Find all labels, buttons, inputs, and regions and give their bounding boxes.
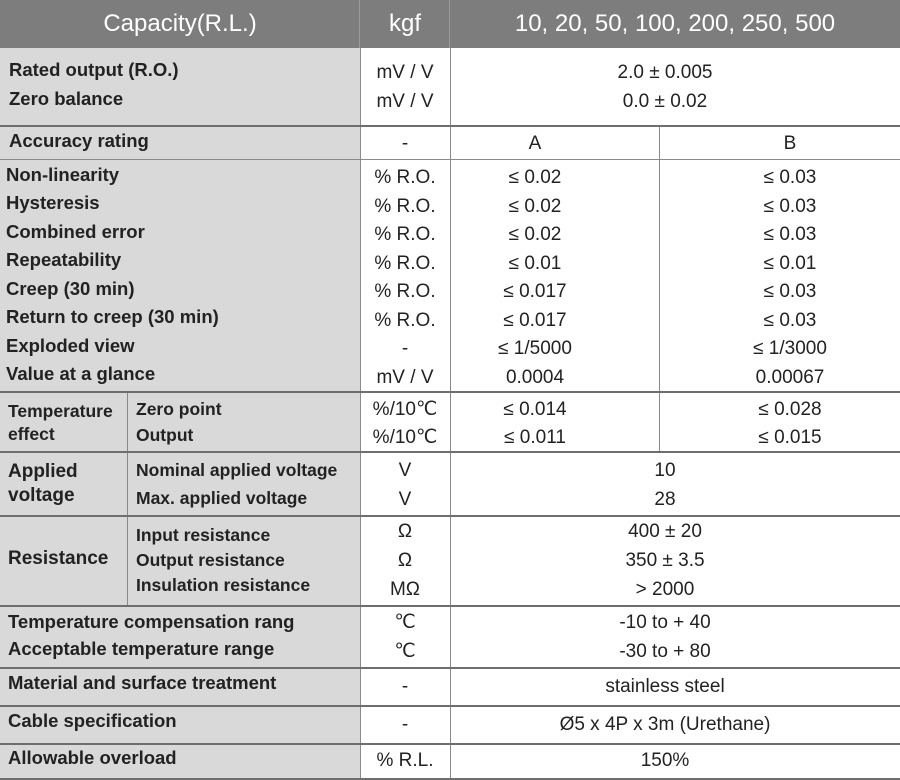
output-resistance-label: Output resistance (136, 549, 285, 570)
material-label: Material and surface treatment (8, 672, 277, 694)
row-divider (0, 159, 900, 160)
overload-value: 150% (640, 750, 690, 772)
insulation-resistance-label: Insulation resistance (136, 575, 311, 596)
overload-label: Allowable overload (8, 747, 177, 769)
cable-unit: - (401, 714, 409, 736)
output-block-units: mV / V mV / V (376, 61, 434, 112)
header-capacities-cell (450, 0, 900, 48)
acceptable-range-label: Acceptable temperature range (8, 637, 275, 659)
row-divider (0, 743, 900, 745)
rated-output-label: Rated output (R.O.) (9, 58, 179, 80)
column-divider (450, 48, 451, 780)
max-voltage-label: Max. applied voltage (136, 487, 308, 508)
temperature-effect-b-values: ≤ 0.028 ≤ 0.015 (758, 399, 822, 449)
value-at-a-glance-label: Value at a glance (6, 363, 156, 385)
creep-label: Creep (30 min) (6, 277, 135, 299)
output-block-labels (9, 55, 179, 113)
header-capacity-cell (0, 0, 360, 48)
output-block-values (450, 58, 880, 116)
accuracy-unit: - (401, 133, 409, 155)
applied-voltage-labels (136, 456, 337, 512)
hysteresis-label: Hysteresis (6, 192, 100, 214)
material-value: stainless steel (605, 676, 725, 698)
header-unit-cell (360, 0, 450, 48)
temperature-range-labels (8, 608, 294, 662)
column-divider (127, 392, 128, 606)
resistance-labels (136, 522, 310, 598)
accuracy-class-a: A (528, 133, 542, 155)
accuracy-label: Accuracy rating (9, 130, 149, 152)
material-unit: - (401, 676, 409, 698)
applied-voltage-group-label: Applied voltage (8, 461, 78, 506)
temperature-effect-units: %/10℃ %/10℃ (372, 399, 438, 449)
row-divider (0, 391, 900, 393)
resistance-values: 400 ± 20 350 ± 3.5 > 2000 (625, 521, 705, 600)
temperature-effect-group-label: Temperature effect (8, 401, 113, 444)
overload-unit: % R.L. (376, 750, 434, 772)
applied-voltage-values: 10 28 (654, 459, 676, 510)
zero-balance-label: Zero balance (9, 87, 124, 109)
column-divider (359, 0, 360, 48)
row-divider (0, 515, 900, 517)
column-divider (360, 48, 361, 780)
resistance-units: Ω Ω MΩ (389, 521, 421, 600)
combined-error-label: Combined error (6, 220, 145, 242)
non-linearity-label: Non-linearity (6, 163, 120, 185)
header-capacities: 10, 20, 50, 100, 200, 250, 500 (514, 10, 836, 37)
header-capacity-label: Capacity(R.L.) (103, 10, 257, 37)
cable-label: Cable specification (8, 710, 177, 732)
resistance-group-label: Resistance (8, 548, 109, 569)
errors-a-values: ≤ 0.02 ≤ 0.02 ≤ 0.02 ≤ 0.01 ≤ 0.017 ≤ 0.017 ≤ 1/5000 0.0004 (498, 167, 572, 388)
row-divider (0, 605, 900, 607)
return-to-creep-label: Return to creep (30 min) (6, 306, 219, 328)
row-divider (0, 125, 900, 127)
column-divider (659, 126, 660, 452)
errors-b-values: ≤ 0.03 ≤ 0.03 ≤ 0.03 ≤ 0.01 ≤ 0.03 ≤ 0.03 ≤ 1/3000 0.00067 (753, 167, 827, 388)
applied-voltage-units: V V (398, 459, 412, 510)
errors-labels (6, 160, 219, 388)
temperature-effect-labels (136, 396, 222, 448)
zero-balance-value: 0.0 ± 0.02 (622, 90, 708, 112)
rated-output-value: 2.0 ± 0.005 (617, 61, 713, 83)
cable-value: Ø5 x 4P x 3m (Urethane) (559, 714, 771, 736)
repeatability-label: Repeatability (6, 249, 122, 271)
accuracy-class-b: B (783, 133, 797, 155)
temperature-range-values: -10 to + 40 -30 to + 80 (619, 611, 711, 662)
column-divider (449, 0, 450, 48)
temperature-effect-a-values: ≤ 0.014 ≤ 0.011 (503, 399, 567, 449)
header-unit: kgf (388, 10, 421, 37)
compensation-range-label: Temperature compensation rang (8, 610, 295, 632)
temperature-range-units: ℃ ℃ (394, 611, 416, 662)
input-resistance-label: Input resistance (136, 524, 271, 545)
nominal-voltage-label: Nominal applied voltage (136, 459, 338, 480)
row-divider (0, 705, 900, 707)
row-divider (0, 667, 900, 669)
output-label: Output (136, 424, 194, 445)
zero-point-label: Zero point (136, 398, 222, 419)
row-divider (0, 451, 900, 453)
errors-units: % R.O. % R.O. % R.O. % R.O. % R.O. % R.O. - mV / V (374, 167, 436, 388)
exploded-view-label: Exploded view (6, 334, 135, 356)
